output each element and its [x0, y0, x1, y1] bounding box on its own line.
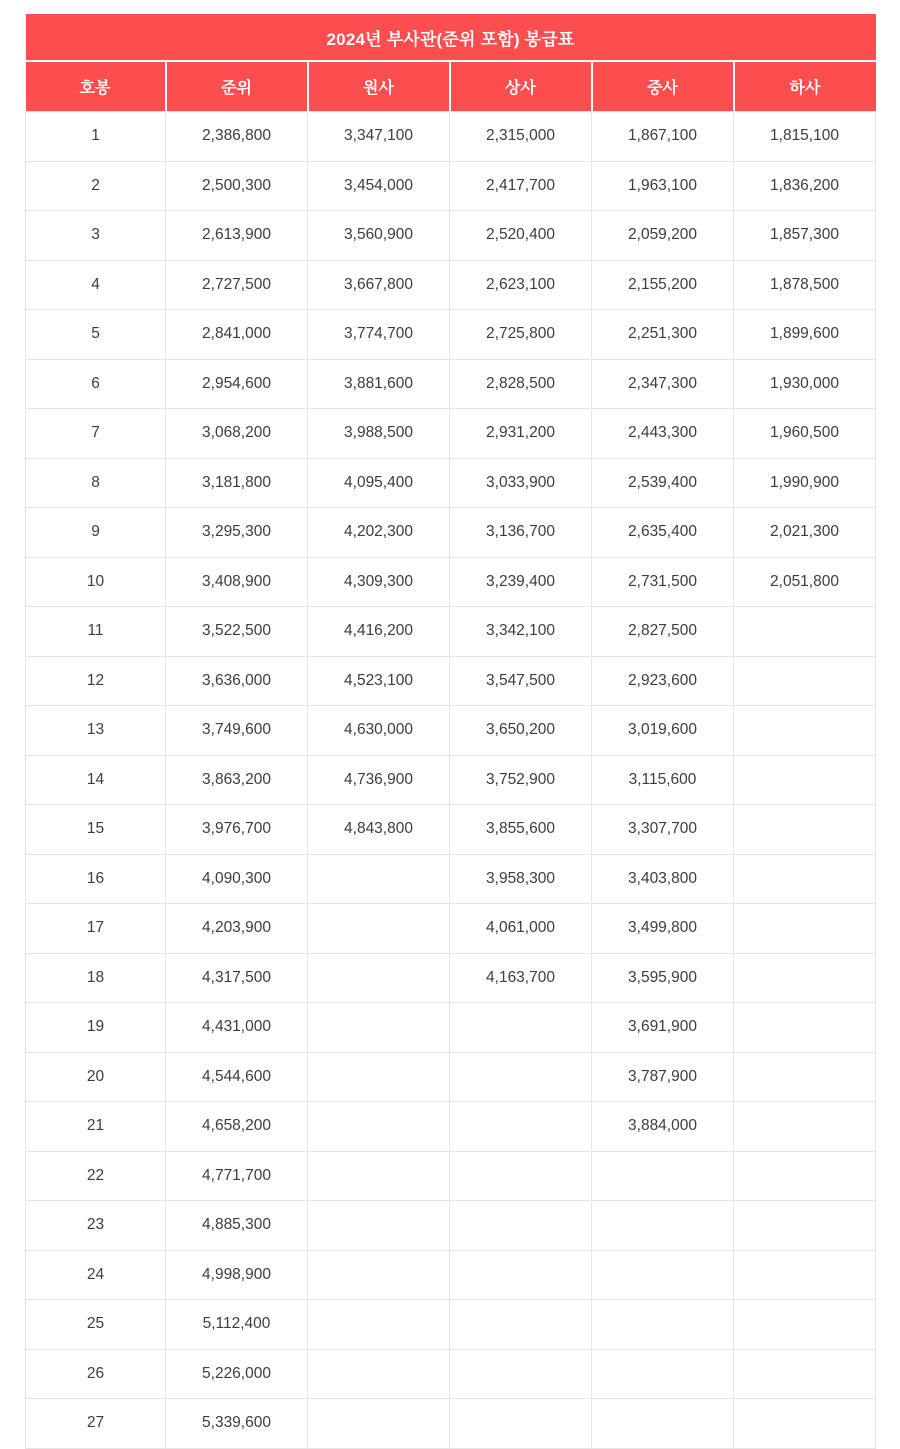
- salary-cell: [450, 1052, 592, 1102]
- table-row: [26, 1102, 876, 1152]
- column-header-hasa: 하사: [734, 61, 876, 112]
- salary-cell: 2,500,300: [166, 161, 308, 211]
- salary-cell: [308, 1250, 450, 1300]
- table-row: [26, 508, 876, 558]
- table-row: [26, 409, 876, 459]
- salary-cell: 3,636,000: [166, 656, 308, 706]
- table-row: [26, 112, 876, 162]
- salary-cell: 2,954,600: [166, 359, 308, 409]
- salary-cell: 1,960,500: [734, 409, 876, 459]
- table-row: [26, 557, 876, 607]
- step-cell: 15: [26, 805, 166, 855]
- step-cell: 1: [26, 112, 166, 162]
- salary-cell: 5,112,400: [166, 1300, 308, 1350]
- salary-cell: [734, 805, 876, 855]
- salary-cell: 3,863,200: [166, 755, 308, 805]
- salary-cell: 3,976,700: [166, 805, 308, 855]
- step-cell: 3: [26, 211, 166, 261]
- salary-cell: [734, 1399, 876, 1449]
- salary-cell: 2,347,300: [592, 359, 734, 409]
- step-cell: 6: [26, 359, 166, 409]
- table-row: [26, 656, 876, 706]
- salary-cell: 3,749,600: [166, 706, 308, 756]
- salary-cell: 4,163,700: [450, 953, 592, 1003]
- table-row: [26, 607, 876, 657]
- salary-cell: [734, 607, 876, 657]
- salary-cell: 3,522,500: [166, 607, 308, 657]
- salary-cell: 4,658,200: [166, 1102, 308, 1152]
- salary-cell: [592, 1300, 734, 1350]
- salary-cell: 3,408,900: [166, 557, 308, 607]
- table-row: [26, 161, 876, 211]
- salary-cell: [734, 755, 876, 805]
- salary-cell: 3,595,900: [592, 953, 734, 1003]
- salary-cell: 1,963,100: [592, 161, 734, 211]
- salary-cell: 2,155,200: [592, 260, 734, 310]
- step-cell: 13: [26, 706, 166, 756]
- salary-cell: 2,731,500: [592, 557, 734, 607]
- salary-cell: 2,059,200: [592, 211, 734, 261]
- salary-cell: 4,416,200: [308, 607, 450, 657]
- salary-cell: 3,019,600: [592, 706, 734, 756]
- salary-cell: 1,867,100: [592, 112, 734, 162]
- salary-cell: 3,774,700: [308, 310, 450, 360]
- salary-cell: 2,828,500: [450, 359, 592, 409]
- table-row: [26, 1003, 876, 1053]
- salary-cell: 2,051,800: [734, 557, 876, 607]
- salary-cell: 1,899,600: [734, 310, 876, 360]
- salary-cell: 2,923,600: [592, 656, 734, 706]
- salary-cell: 3,691,900: [592, 1003, 734, 1053]
- salary-cell: [308, 904, 450, 954]
- step-cell: 27: [26, 1399, 166, 1449]
- salary-cell: 1,857,300: [734, 211, 876, 261]
- salary-cell: [734, 1102, 876, 1152]
- step-cell: 26: [26, 1349, 166, 1399]
- step-cell: 21: [26, 1102, 166, 1152]
- table-row: [26, 1151, 876, 1201]
- step-cell: 2: [26, 161, 166, 211]
- column-header-step: 호봉: [26, 61, 166, 112]
- salary-cell: 2,443,300: [592, 409, 734, 459]
- table-row: [26, 1300, 876, 1350]
- salary-cell: [734, 904, 876, 954]
- salary-cell: 2,931,200: [450, 409, 592, 459]
- salary-cell: 3,454,000: [308, 161, 450, 211]
- salary-cell: [308, 1399, 450, 1449]
- table-body: [26, 112, 876, 1449]
- step-cell: 24: [26, 1250, 166, 1300]
- salary-cell: 4,998,900: [166, 1250, 308, 1300]
- salary-cell: 3,752,900: [450, 755, 592, 805]
- salary-cell: [308, 1102, 450, 1152]
- salary-cell: 1,815,100: [734, 112, 876, 162]
- salary-cell: 3,342,100: [450, 607, 592, 657]
- salary-cell: [734, 1201, 876, 1251]
- salary-cell: [592, 1250, 734, 1300]
- table-row: [26, 458, 876, 508]
- salary-cell: 4,317,500: [166, 953, 308, 1003]
- salary-cell: 3,855,600: [450, 805, 592, 855]
- salary-cell: 4,095,400: [308, 458, 450, 508]
- table-header: [26, 14, 876, 112]
- salary-cell: 2,841,000: [166, 310, 308, 360]
- salary-cell: [450, 1300, 592, 1350]
- salary-cell: [734, 706, 876, 756]
- salary-cell: [308, 1349, 450, 1399]
- table-row: [26, 953, 876, 1003]
- table-row: [26, 706, 876, 756]
- step-cell: 10: [26, 557, 166, 607]
- salary-cell: [450, 1201, 592, 1251]
- salary-cell: [734, 1151, 876, 1201]
- salary-cell: 2,417,700: [450, 161, 592, 211]
- salary-cell: [734, 1300, 876, 1350]
- step-cell: 25: [26, 1300, 166, 1350]
- salary-cell: 3,884,000: [592, 1102, 734, 1152]
- salary-cell: [308, 1201, 450, 1251]
- table-row: [26, 1052, 876, 1102]
- salary-cell: 2,727,500: [166, 260, 308, 310]
- salary-cell: [592, 1349, 734, 1399]
- salary-cell: 2,251,300: [592, 310, 734, 360]
- salary-cell: 2,613,900: [166, 211, 308, 261]
- table-row: [26, 260, 876, 310]
- salary-cell: 3,068,200: [166, 409, 308, 459]
- column-header-wonsa: 원사: [308, 61, 450, 112]
- table-row: [26, 1399, 876, 1449]
- salary-cell: 3,650,200: [450, 706, 592, 756]
- salary-cell: [734, 656, 876, 706]
- salary-cell: 2,520,400: [450, 211, 592, 261]
- table-row: [26, 1349, 876, 1399]
- salary-cell: 4,309,300: [308, 557, 450, 607]
- salary-cell: 3,115,600: [592, 755, 734, 805]
- salary-cell: [592, 1399, 734, 1449]
- salary-cell: [308, 1052, 450, 1102]
- table-row: [26, 805, 876, 855]
- title-row: [26, 14, 876, 61]
- salary-cell: 3,033,900: [450, 458, 592, 508]
- salary-cell: 5,339,600: [166, 1399, 308, 1449]
- salary-cell: [734, 1003, 876, 1053]
- salary-cell: 3,307,700: [592, 805, 734, 855]
- salary-cell: 3,181,800: [166, 458, 308, 508]
- table-row: [26, 359, 876, 409]
- salary-cell: 5,226,000: [166, 1349, 308, 1399]
- salary-cell: [450, 1250, 592, 1300]
- salary-cell: [734, 1052, 876, 1102]
- salary-cell: 4,630,000: [308, 706, 450, 756]
- salary-cell: [450, 1151, 592, 1201]
- step-cell: 9: [26, 508, 166, 558]
- step-cell: 18: [26, 953, 166, 1003]
- step-cell: 12: [26, 656, 166, 706]
- salary-cell: 4,202,300: [308, 508, 450, 558]
- table-row: [26, 211, 876, 261]
- salary-cell: [450, 1003, 592, 1053]
- table-row: [26, 1250, 876, 1300]
- salary-cell: 4,544,600: [166, 1052, 308, 1102]
- salary-cell: 3,958,300: [450, 854, 592, 904]
- table-row: [26, 854, 876, 904]
- salary-cell: 4,203,900: [166, 904, 308, 954]
- salary-cell: [450, 1349, 592, 1399]
- step-cell: 5: [26, 310, 166, 360]
- column-header-jungsa: 중사: [592, 61, 734, 112]
- salary-cell: 2,315,000: [450, 112, 592, 162]
- salary-cell: 2,623,100: [450, 260, 592, 310]
- salary-cell: 4,090,300: [166, 854, 308, 904]
- salary-cell: [734, 1349, 876, 1399]
- salary-cell: 3,787,900: [592, 1052, 734, 1102]
- salary-cell: 1,836,200: [734, 161, 876, 211]
- salary-cell: 3,499,800: [592, 904, 734, 954]
- salary-cell: 2,386,800: [166, 112, 308, 162]
- salary-cell: 4,523,100: [308, 656, 450, 706]
- step-cell: 16: [26, 854, 166, 904]
- salary-cell: [450, 1399, 592, 1449]
- table-row: [26, 904, 876, 954]
- step-cell: 14: [26, 755, 166, 805]
- step-cell: 11: [26, 607, 166, 657]
- salary-cell: [308, 1300, 450, 1350]
- table-row: [26, 755, 876, 805]
- salary-cell: 4,431,000: [166, 1003, 308, 1053]
- salary-cell: [592, 1151, 734, 1201]
- salary-cell: 3,403,800: [592, 854, 734, 904]
- column-header-junwi: 준위: [166, 61, 308, 112]
- table-row: [26, 310, 876, 360]
- step-cell: 8: [26, 458, 166, 508]
- step-cell: 17: [26, 904, 166, 954]
- salary-table: [25, 14, 876, 1449]
- step-cell: 20: [26, 1052, 166, 1102]
- salary-cell: [308, 854, 450, 904]
- salary-cell: 1,930,000: [734, 359, 876, 409]
- salary-cell: 3,881,600: [308, 359, 450, 409]
- step-cell: 23: [26, 1201, 166, 1251]
- salary-cell: 3,560,900: [308, 211, 450, 261]
- salary-cell: 3,988,500: [308, 409, 450, 459]
- step-cell: 7: [26, 409, 166, 459]
- salary-cell: [308, 953, 450, 1003]
- salary-cell: 1,878,500: [734, 260, 876, 310]
- salary-cell: 3,547,500: [450, 656, 592, 706]
- salary-cell: 4,843,800: [308, 805, 450, 855]
- salary-cell: [734, 953, 876, 1003]
- salary-cell: 1,990,900: [734, 458, 876, 508]
- salary-cell: 4,736,900: [308, 755, 450, 805]
- page-title: 2024년 부사관(준위 포함) 봉급표: [26, 14, 876, 61]
- salary-cell: 3,347,100: [308, 112, 450, 162]
- step-cell: 4: [26, 260, 166, 310]
- salary-cell: [592, 1201, 734, 1251]
- salary-cell: 2,635,400: [592, 508, 734, 558]
- salary-cell: 3,295,300: [166, 508, 308, 558]
- table-row: [26, 1201, 876, 1251]
- salary-cell: [734, 854, 876, 904]
- step-cell: 22: [26, 1151, 166, 1201]
- salary-cell: [308, 1151, 450, 1201]
- salary-cell: 3,136,700: [450, 508, 592, 558]
- salary-cell: [308, 1003, 450, 1053]
- step-cell: 19: [26, 1003, 166, 1053]
- salary-cell: 3,239,400: [450, 557, 592, 607]
- salary-cell: [450, 1102, 592, 1152]
- salary-cell: 4,061,000: [450, 904, 592, 954]
- column-header-sangsa: 상사: [450, 61, 592, 112]
- salary-cell: [734, 1250, 876, 1300]
- salary-cell: 2,021,300: [734, 508, 876, 558]
- salary-cell: 3,667,800: [308, 260, 450, 310]
- salary-cell: 2,725,800: [450, 310, 592, 360]
- column-header-row: [26, 61, 876, 112]
- salary-cell: 2,827,500: [592, 607, 734, 657]
- salary-cell: 4,885,300: [166, 1201, 308, 1251]
- salary-cell: 2,539,400: [592, 458, 734, 508]
- salary-cell: 4,771,700: [166, 1151, 308, 1201]
